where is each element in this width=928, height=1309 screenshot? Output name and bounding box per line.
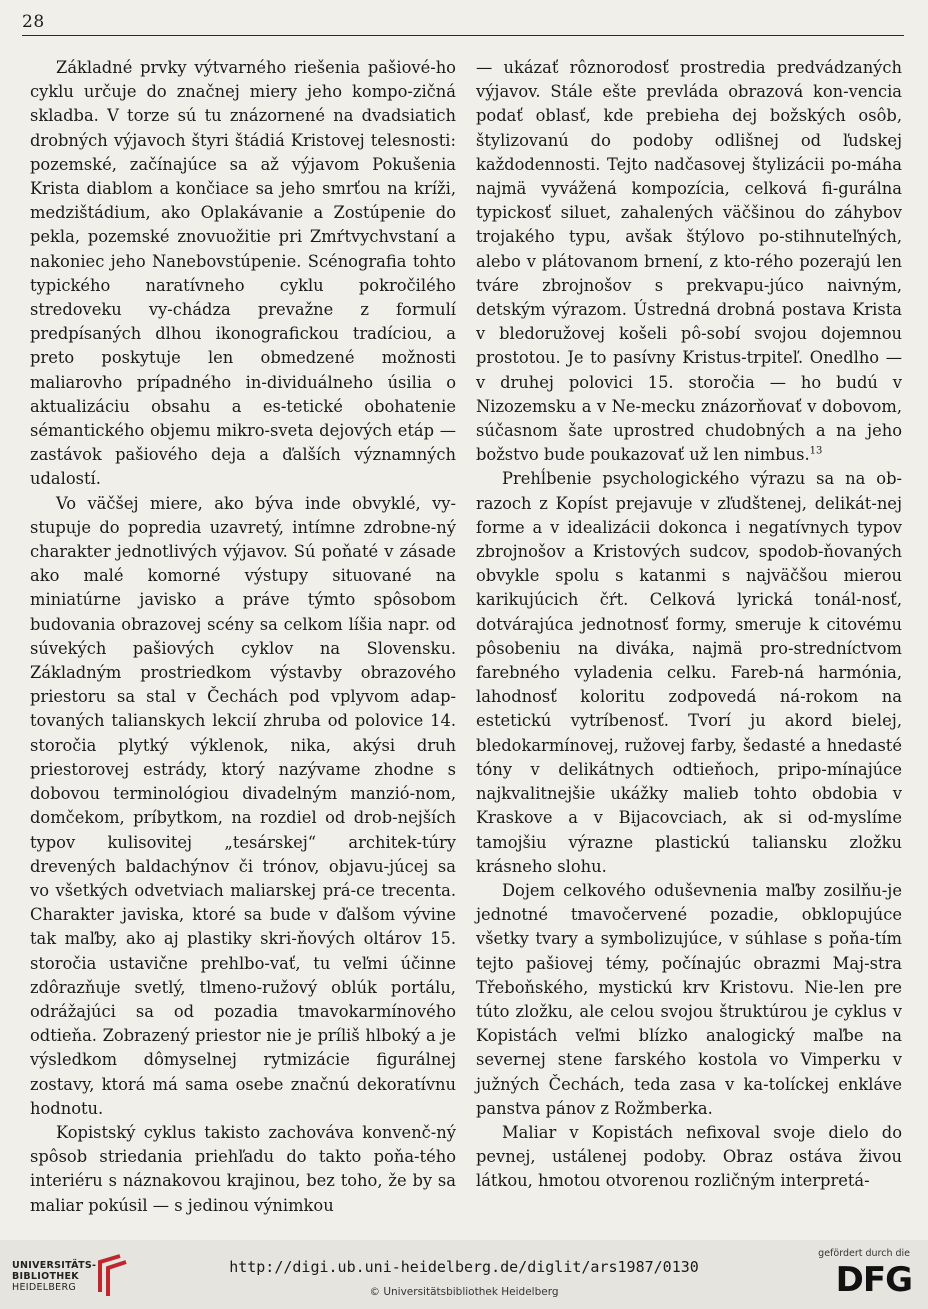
dfg-logo[interactable]: DFG bbox=[835, 1260, 912, 1300]
paragraph: Vo väčšej miere, ako býva inde obvyklé, vy-stupuje do popredia uzavretý, intímne zdrobne-ný charakter jednotlivých výjavov. Sú poňaté v zásade ako malé komorné výstupy situované na miniatúrne javisko a práve týmto spôsobom budovania obrazovej scény sa celkom líšia napr. od súvekých pašiových cyklov na Slovensku. Základným prostriedkom výstavby obrazového priestoru sa stal v Čechách pod vplyvom adap-tovaných talianskych lekcií zhruba od polovice 14. storočia plytký výklenok, nika, akýsi druh priestorovej estrády, ktorý nazývame zhodne s dobovou terminológiou divadelným manzió-nom, domčekom, príbytkom, na rozdiel od drob-nejších typov kulisovitej „tesárskej“ architek-túry drevených baldachýnov či trónov, objavu-júcej sa vo všetkých odvetviach maliarskej prá-ce trecenta. Charakter javiska, ktoré sa bude v ďalšom vývine tak maľby, ako aj plastiky skri-ňových oltárov 15. storočia ustavične prehlbo-vať, tu veľmi účinne zdôrazňuje svetlý, tlmeno-ružový oblúk portálu, odrážajúci sa od pozadia tmavokarmínového odtieňa. Zobrazený priestor nie je príliš hlboký a je výsledkom dômyselnej rytmizácie figurálnej zostavy, ktorá má sama osebe značnú dekoratívnu hodnotu. bbox=[30, 493, 456, 1118]
library-name-line: BIBLIOTHEK bbox=[12, 1271, 79, 1282]
paragraph-continuation bbox=[476, 56, 902, 467]
viewer-footer bbox=[0, 1240, 928, 1309]
paragraph: Maliar v Kopistách nefixoval svoje dielo do pevnej, ustálenej podoby. Obraz ostáva živou látkou, hmotou otvorenou rozličným interpretá- bbox=[476, 1122, 902, 1191]
funding-note: gefördert durch die bbox=[818, 1248, 910, 1259]
document-url-link[interactable]: http://digi.ub.uni-heidelberg.de/diglit/ars1987/0130 bbox=[229, 1258, 699, 1276]
library-name-line: HEIDELBERG bbox=[12, 1282, 77, 1293]
paragraph: Prehĺbenie psychologického výrazu sa na ob-razoch z Kopíst prejavuje v zľudštenej, delikát-nej forme a v idealizácii dokonca i negatívnych typov zbrojnošov a Kristových sudcov, spodob-ňovaných obvykle spolu s katanmi s najväčšou mierou karikujúcich čŕt. Celková lyrická tonál-nosť, dotvárajúca jednotnosť formy, smeruje k citovému pôsobeniu na diváka, najmä pro-stredníctvom farebného vyladenia celku. Fareb-ná harmónia, lahodnosť koloritu zodpovedá ná-rokom na estetickú vytríbenosť. Tvorí ju akord bielej, bledokarmínovej, ružovej farby, šedasté a hnedasté tóny v delikátnych odtieňoch, pripo-mínajúce najkvalitnejšie ukážky malieb tohto obdobia v Kraskove a v Bijacovciach, ak si od-myslíme tamojšiu výrazne plastickú taliansku zložku krásneho slohu. bbox=[476, 469, 902, 876]
copyright-notice: © Universitätsbibliothek Heidelberg bbox=[369, 1286, 559, 1298]
header-rule bbox=[22, 35, 904, 36]
page-number: 28 bbox=[22, 12, 45, 32]
library-name-line: UNIVERSITÄTS- bbox=[12, 1260, 97, 1271]
left-column bbox=[30, 56, 456, 1218]
continuation-text: — ukázať rôznorodosť prostredia predvádzaných výjavov. Stále ešte prevláda obrazová kon-vencia podať oblasť, kde prebieha dej božských osôb, štylizovanú do podoby odlišnej od ľudskej každodennosti. Tejto nadčasovej štylizácii po-máha najmä vyvážená kompozícia, celková fi-gurálna typickosť siluet, zahalených väčšinou do záhybov trojakého typu, avšak štýlovo po-stihnuteľných, alebo v plátovanom brnení, z kto-rého pozerajú len tváre zbrojnošov s prekvapu-júco naivným, detským výrazom. Ústredná drobná postava Krista v bledoružovej košeli pô-sobí svojou dojemnou prostotou. Je to pasívny Kristus-trpiteľ. Onedlho — v druhej polovici 15. storočia — ho budú v Nizozemsku a v Ne-mecku znázorňovať v dobovom, súčasnom šate uprostred chudobných a na jeho božstvo bude poukazovať už len nimbus. bbox=[476, 58, 902, 465]
paragraph: Základné prvky výtvarného riešenia pašiové-ho cyklu určuje do značnej miery jeho kompo-zičná skladba. V torze sú tu znázornené na dvadsiatich drobných výjavoch štyri štádiá Kristovej telesnosti: pozemské, začínajúce sa až výjavom Pokušenia Krista diablom a končiace sa jeho smrťou na kríži, medzištádium, ako Oplakávanie a Zostúpenie do pekla, pozemské znovuožitie pri Zmŕtvychvstaní a nakoniec jeho Nanebovstúpenie. Scénografia tohto typického naratívneho cyklu pokročilého stredoveku vy-chádza prevažne z formulí predpísaných dlhou ikonografickou tradíciou, a preto poskytuje len obmedzené možnosti maliarovho prípadného in-dividuálneho úsilia o aktualizáciu obsahu a es-tetické obohatenie sémantického objemu mikro-sveta dejových etáp — zastávok pašiového deja a ďalších významných udalostí. bbox=[30, 58, 456, 489]
paragraph: Dojem celkového oduševnenia maľby zosilňu-je jednotné tmavočervené pozadie, obklopujúce všetky tvary a symbolizujúce, v súhlase s poňa-tím tejto pašiovej témy, počínajúc obrazmi Maj-stra Třeboňského, mystickú krv Kristovu. Nie-len pre túto zložku, ale celou svojou štruktúrou je cyklus v Kopistách veľmi blízko analogický maľbe na severnej stene farského kostola vo Vimperku v južných Čechách, teda zasa v ka-tolíckej enkláve panstva pánov z Rožmberka. bbox=[476, 880, 902, 1118]
paragraph: Kopistský cyklus takisto zachováva konvenč-ný spôsob striedania priehľadu do takto poňa-tého interiéru s náznakovou krajinou, bez toho, že by sa maliar pokúsil — s jedinou výnimkou bbox=[30, 1122, 456, 1215]
footnote-reference[interactable]: 13 bbox=[809, 445, 823, 457]
right-column bbox=[476, 56, 902, 1194]
